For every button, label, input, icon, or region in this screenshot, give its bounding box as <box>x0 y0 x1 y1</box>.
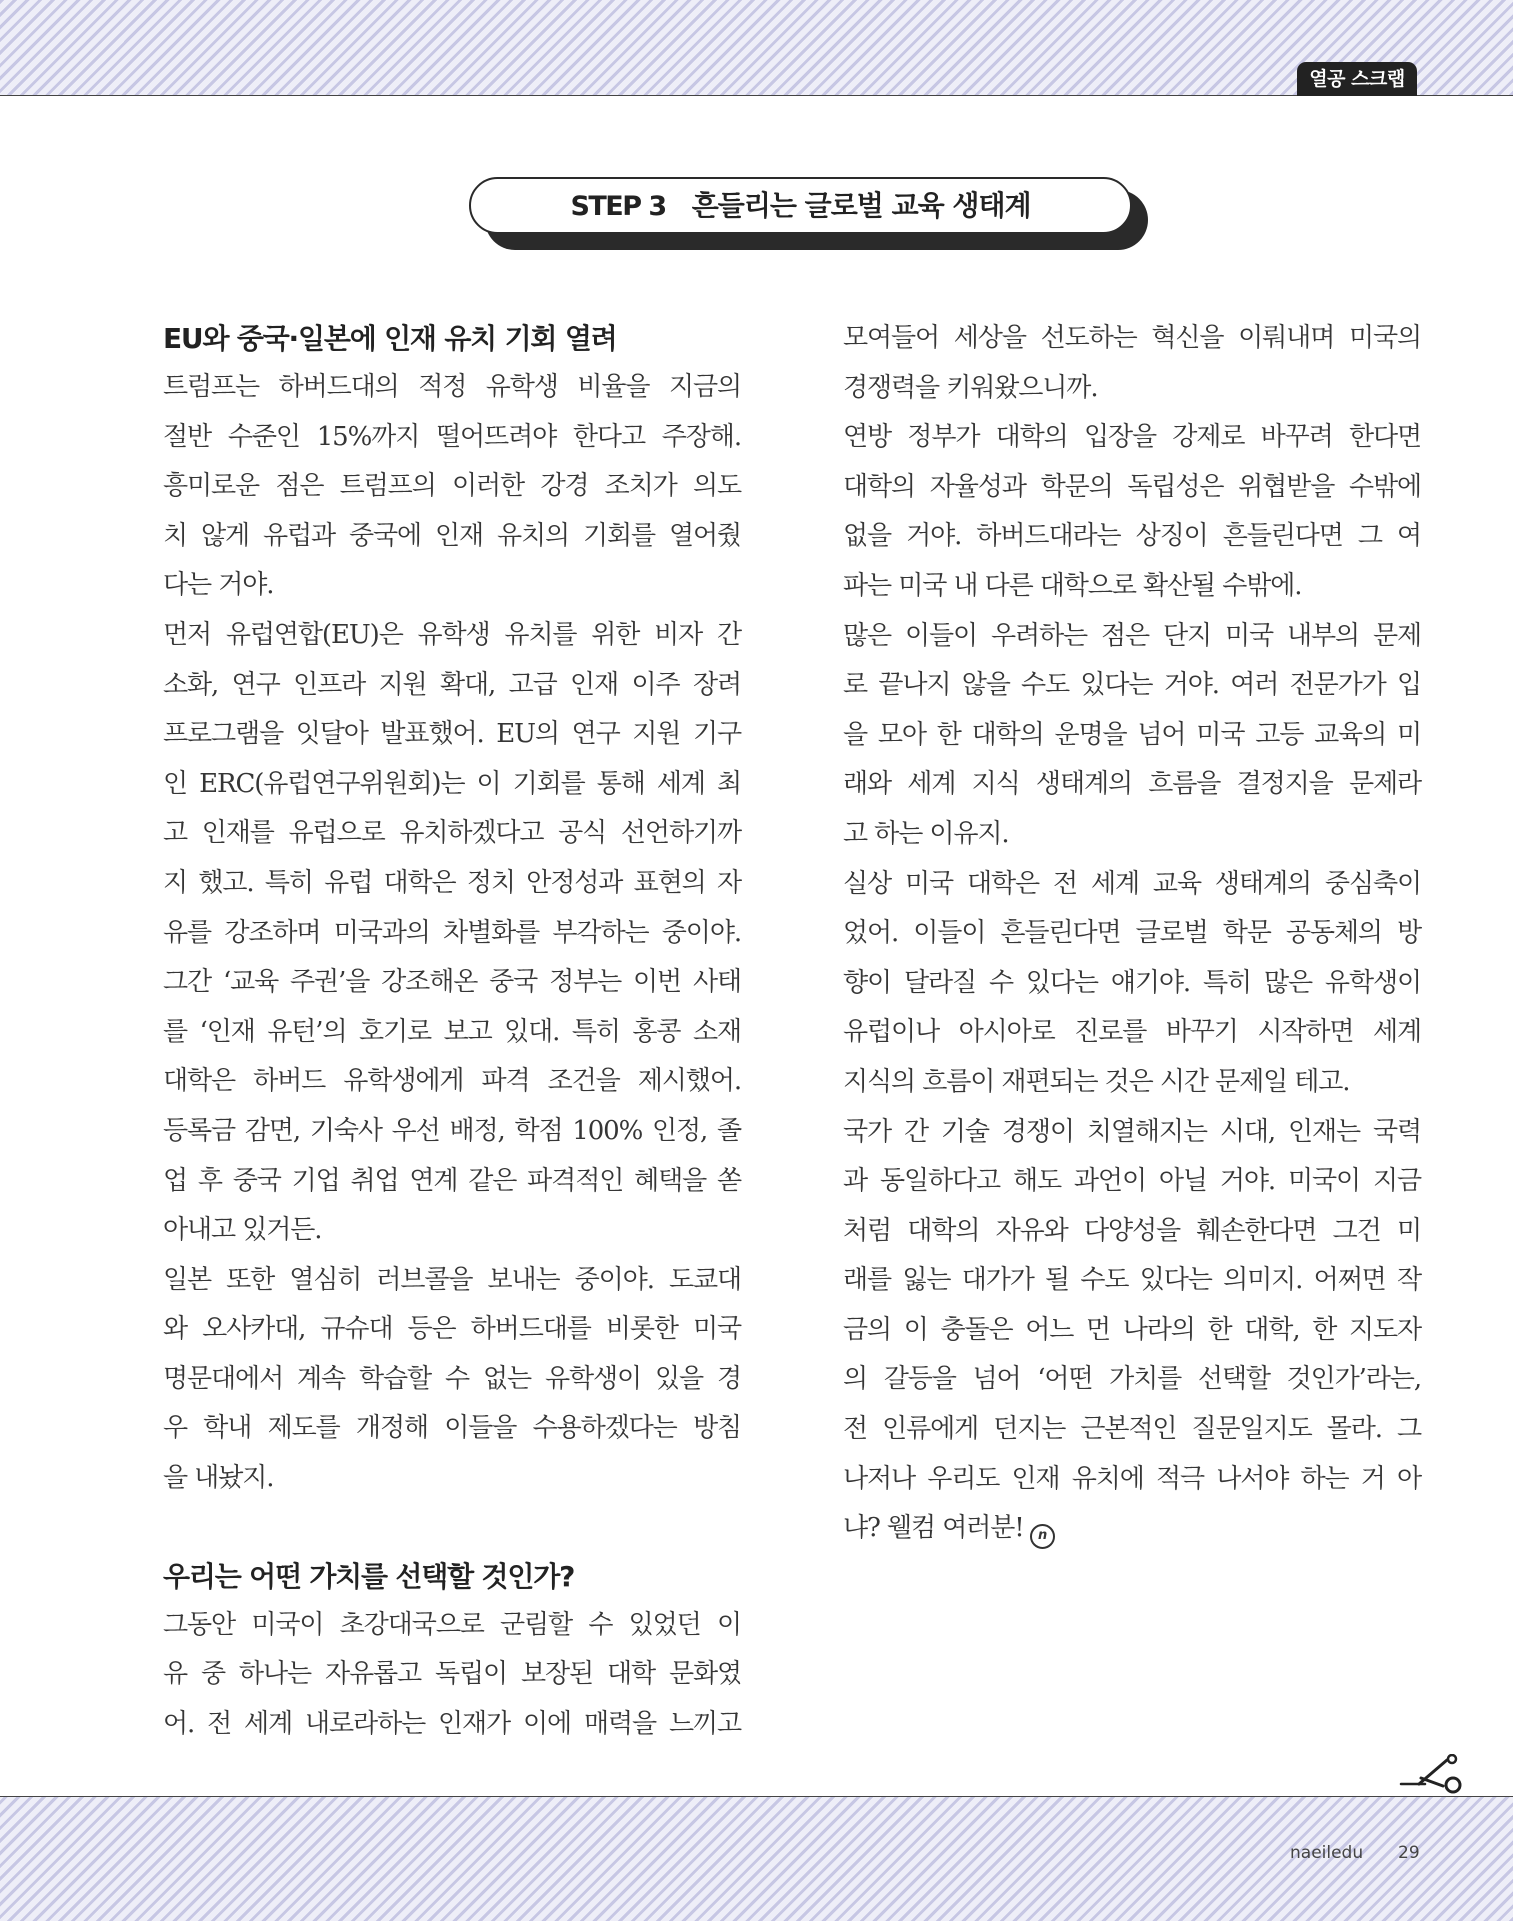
text-line: 유를 강조하며 미국과의 차별화를 부각하는 중이야. <box>163 917 741 948</box>
text-line: 아내고 있거든. <box>163 1215 322 1246</box>
step-title: 흔들리는 글로벌 교육 생태계 <box>691 189 1031 222</box>
text-line: 었어. 이들이 흔들린다면 글로벌 학문 공동체의 방 <box>843 918 1421 949</box>
bottom-stripe-band <box>0 1796 1513 1921</box>
paragraph-block <box>163 1601 741 1750</box>
text-line: 업 후 중국 기업 취업 연계 같은 파격적인 혜택을 쏟 <box>163 1165 741 1196</box>
top-stripe-band <box>0 0 1513 96</box>
text-line: 대학은 하버드 유학생에게 파격 조건을 제시했어. <box>163 1066 741 1097</box>
text-line: 유럽이나 아시아로 진로를 바꾸기 시작하면 세계 <box>843 1017 1421 1048</box>
text-line: 인 ERC(유럽연구위원회)는 이 기회를 통해 세계 최 <box>163 768 741 799</box>
text-line: 모여들어 세상을 선도하는 혁신을 이뤄내며 미국의 <box>843 323 1421 353</box>
text-line: 래와 세계 지식 생태계의 흐름을 결정지을 문제라 <box>843 769 1421 800</box>
text-line: 먼저 유럽연합(EU)은 유학생 유치를 위한 비자 간 <box>163 619 741 650</box>
text-line: 소화, 연구 인프라 지원 확대, 고급 인재 이주 장려 <box>163 669 741 700</box>
text-line: 국가 간 기술 경쟁이 치열해지는 시대, 인재는 국력 <box>843 1116 1421 1147</box>
text-line: 많은 이들이 우려하는 점은 단지 미국 내부의 문제 <box>843 620 1421 651</box>
end-mark-icon: n <box>1030 1524 1055 1549</box>
text-line: 등록금 감면, 기숙사 우선 배정, 학점 100% 인정, 졸 <box>163 1115 741 1146</box>
section-gap <box>163 1504 741 1552</box>
text-line: 경쟁력을 키워왔으니까. <box>843 372 1098 403</box>
text-line: 프로그램을 잇달아 발표했어. EU의 연구 지원 기구 <box>163 719 741 750</box>
closing-text: 냐? 웰컴 여러분! <box>843 1513 1024 1544</box>
section-heading: EU와 중국·일본에 인재 유치 기회 열려 <box>163 322 617 355</box>
text-line: 대학의 자율성과 학문의 독립성은 위협받을 수밖에 <box>843 471 1421 502</box>
section-tab: 열공 스크랩 <box>1297 62 1417 96</box>
text-line-last <box>843 1504 1421 1554</box>
text-line: 그간 ‘교육 주권’을 강조해온 중국 정부는 이번 사태 <box>163 967 741 998</box>
text-line: 치 않게 유럽과 중국에 인재 유치의 기회를 열어줬 <box>163 520 741 551</box>
text-line: 래를 잃는 대가가 될 수도 있다는 의미지. 어쩌면 작 <box>843 1265 1421 1296</box>
footer-brand: naeiledu <box>1290 1843 1364 1863</box>
step-label: STEP 3 <box>570 191 666 222</box>
text-line: 처럼 대학의 자유와 다양성을 훼손한다면 그건 미 <box>843 1215 1421 1246</box>
text-line: 로 끝나지 않을 수도 있다는 거야. 여러 전문가가 입 <box>843 670 1421 701</box>
text-line: 을 내놨지. <box>163 1463 274 1494</box>
text-line: 연방 정부가 대학의 입장을 강제로 바꾸려 한다면 <box>843 422 1421 453</box>
text-line: 고 하는 이유지. <box>843 818 1009 849</box>
text-line: 유 중 하나는 자유롭고 독립이 보장된 대학 문화였 <box>163 1659 741 1690</box>
text-line: 실상 미국 대학은 전 세계 교육 생태계의 중심축이 <box>843 868 1421 899</box>
text-line: 금의 이 충돌은 어느 먼 나라의 한 대학, 한 지도자 <box>843 1314 1421 1345</box>
text-line: 전 인류에게 던지는 근본적인 질문일지도 몰라. 그 <box>843 1414 1421 1445</box>
text-line: 우 학내 제도를 개정해 이들을 수용하겠다는 방침 <box>163 1413 741 1444</box>
right-column <box>843 314 1421 1554</box>
text-line: 을 모아 한 대학의 운명을 넘어 미국 고등 교육의 미 <box>843 719 1421 750</box>
text-line: 그동안 미국이 초강대국으로 군림할 수 있었던 이 <box>163 1609 741 1640</box>
text-line: 의 갈등을 넘어 ‘어떤 가치를 선택할 것인가’라는, <box>843 1364 1421 1395</box>
text-line: 지 했고. 특히 유럽 대학은 정치 안정성과 표현의 자 <box>163 867 741 898</box>
text-line: 파는 미국 내 다른 대학으로 확산될 수밖에. <box>843 570 1302 601</box>
text-line: 와 오사카대, 규슈대 등은 하버드대를 비롯한 미국 <box>163 1314 741 1345</box>
text-line: 명문대에서 계속 학습할 수 없는 유학생이 있을 경 <box>163 1363 741 1394</box>
text-line: 일본 또한 열심히 러브콜을 보내는 중이야. 도쿄대 <box>163 1264 741 1295</box>
text-line: 과 동일하다고 해도 과언이 아닐 거야. 미국이 지금 <box>843 1166 1421 1197</box>
page-number: 29 <box>1398 1843 1420 1863</box>
text-line: 를 ‘인재 유턴’의 호기로 보고 있대. 특히 홍콩 소재 <box>163 1016 741 1047</box>
text-line: 다는 거야. <box>163 570 274 601</box>
text-line: 향이 달라질 수 있다는 얘기야. 특히 많은 유학생이 <box>843 967 1421 998</box>
text-line: 지식의 흐름이 재편되는 것은 시간 문제일 테고. <box>843 1066 1350 1097</box>
text-line: 고 인재를 유럽으로 유치하겠다고 공식 선언하기까 <box>163 818 741 849</box>
text-line: 어. 전 세계 내로라하는 인재가 이에 매력을 느끼고 <box>163 1708 741 1739</box>
left-column <box>163 314 741 1749</box>
paragraph-block <box>163 363 741 1504</box>
text-line: 나저나 우리도 인재 유치에 적극 나서야 하는 거 아 <box>843 1463 1421 1494</box>
text-line: 없을 거야. 하버드대라는 상징이 흔들린다면 그 여 <box>843 521 1421 552</box>
step-banner <box>469 177 1132 234</box>
text-line: 흥미로운 점은 트럼프의 이러한 강경 조치가 의도 <box>163 471 741 502</box>
text-line: 트럼프는 하버드대의 적정 유학생 비율을 지금의 <box>163 372 741 402</box>
section-heading: 우리는 어떤 가치를 선택할 것인가? <box>163 1559 575 1593</box>
scissors-icon <box>1399 1754 1465 1796</box>
text-line: 절반 수준인 15%까지 떨어뜨려야 한다고 주장해. <box>163 421 741 452</box>
